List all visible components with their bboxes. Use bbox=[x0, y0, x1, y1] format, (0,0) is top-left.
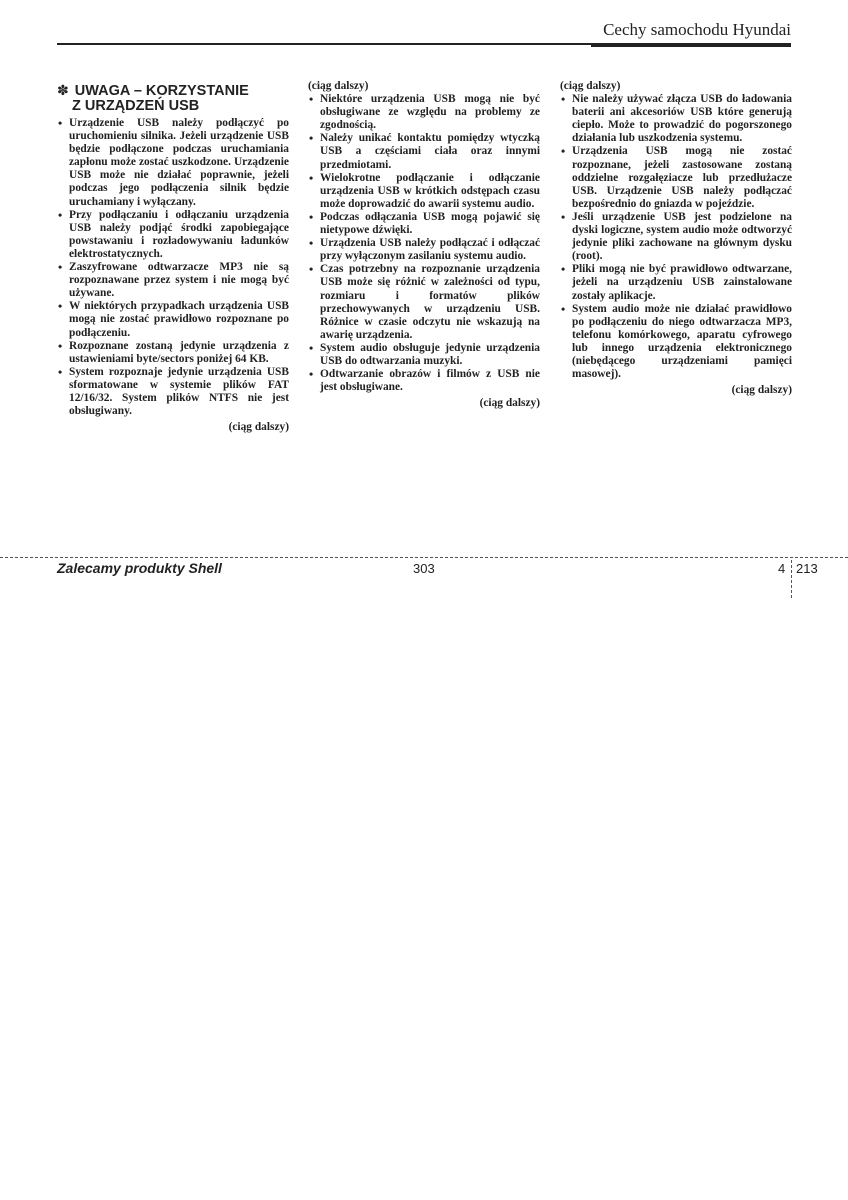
bullet-list bbox=[560, 93, 792, 381]
bullet-list bbox=[57, 117, 289, 418]
column-2 bbox=[308, 80, 540, 410]
page-header-title: Cechy samochodu Hyundai bbox=[603, 20, 791, 39]
continued-label: (ciąg dalszy) bbox=[560, 80, 621, 92]
continued-label: (ciąg dalszy) bbox=[228, 421, 289, 434]
footer-promo-text: Zalecamy produkty Shell bbox=[57, 560, 222, 576]
list-item: • Rozpoznane zostaną jedynie urządzenia z ustawieniami byte/sectors poniżej 64 KB. bbox=[57, 340, 289, 366]
continued-label: (ciąg dalszy) bbox=[308, 80, 369, 92]
footer-vertical-divider bbox=[791, 560, 792, 598]
list-item: • Nie należy używać złącza USB do ładowania baterii ani akcesoriów USB które generują ciepło. Może to prowadzić do pogorszonego działania lub uszkodzenia systemu. bbox=[560, 93, 792, 145]
continued-label: (ciąg dalszy) bbox=[479, 397, 540, 410]
list-item: • W niektórych przypadkach urządzenia USB mogą nie zostać prawidłowo rozpoznane po podłączeniu. bbox=[57, 300, 289, 339]
list-item: • Niektóre urządzenia USB mogą nie być obsługiwane ze względu na problemy ze zgodnością. bbox=[308, 93, 540, 132]
list-item: • Odtwarzanie obrazów i filmów z USB nie jest obsługiwane. bbox=[308, 368, 540, 394]
list-item: • System audio obsługuje jedynie urządzenia USB do odtwarzania muzyki. bbox=[308, 342, 540, 368]
footer-page-number: 213 bbox=[796, 561, 818, 576]
list-item: • Przy podłączaniu i odłączaniu urządzenia USB należy podjąć środki zapobiegające powstawaniu i rozładowywaniu ładunków elektrostatycznych. bbox=[57, 209, 289, 261]
footer-sheet-number: 303 bbox=[413, 561, 435, 576]
list-item: • Podczas odłączania USB mogą pojawić się nietypowe dźwięki. bbox=[308, 211, 540, 237]
footer-divider bbox=[0, 557, 848, 558]
list-item: • Czas potrzebny na rozpoznanie urządzenia USB może się różnić w zależności od typu, rozmiaru i formatów plików przechowywanych w urządzeniu USB. Różnice w czasie odczytu nie wskazują na awarię urządzenia. bbox=[308, 263, 540, 342]
list-item: • Urządzenia USB mogą nie zostać rozpoznane, jeżeli zastosowane zostaną oddzielne rozgałęziacze lub przedłużacze USB. Urządzenie USB należy podłączać bezpośrednio do gniazda w pojeździe. bbox=[560, 145, 792, 210]
list-item: • System audio może nie działać prawidłowo po podłączeniu do niego odtwarzacza MP3, telefonu komórkowego, aparatu cyfrowego lub innego urządzenia elektronicznego (niebędącego urządzeniami pamięci masowej). bbox=[560, 303, 792, 382]
list-item: • Jeśli urządzenie USB jest podzielone na dyski logiczne, system audio może odtworzyć jedynie pliki zachowane na głównym dysku (root). bbox=[560, 211, 792, 263]
column-1 bbox=[57, 80, 289, 434]
note-symbol-icon: ✽ bbox=[57, 82, 69, 98]
section-heading-line2: Z URZĄDZEŃ USB bbox=[72, 98, 200, 114]
section-heading bbox=[57, 83, 289, 114]
section-heading-line1: UWAGA – KORZYSTANIE bbox=[74, 83, 249, 99]
list-item: • Należy unikać kontaktu pomiędzy wtyczką USB a częściami ciała oraz innymi przedmiotami. bbox=[308, 132, 540, 171]
list-item: • Pliki mogą nie być prawidłowo odtwarzane, jeżeli na urządzeniu USB zainstalowane zostały aplikacje. bbox=[560, 263, 792, 302]
list-item: • System rozpoznaje jedynie urządzenia USB sformatowane w systemie plików FAT 12/16/32. System plików NTFS nie jest obsługiwany. bbox=[57, 366, 289, 418]
continued-label: (ciąg dalszy) bbox=[731, 384, 792, 397]
list-item: • Zaszyfrowane odtwarzacze MP3 nie są rozpoznawane przez system i nie mogą być używane. bbox=[57, 261, 289, 300]
header-rule-accent bbox=[591, 43, 791, 47]
list-item: • Urządzenia USB należy podłączać i odłączać przy wyłączonym zasilaniu systemu audio. bbox=[308, 237, 540, 263]
list-item: • Wielokrotne podłączanie i odłączanie urządzenia USB w krótkich odstępach czasu może doprowadzić do awarii systemu audio. bbox=[308, 172, 540, 211]
list-item: • Urządzenie USB należy podłączyć po uruchomieniu silnika. Jeżeli urządzenie USB będzie podłączone podczas uruchamiania zapłonu może zostać uszkodzone. Urządzenie USB może nie działać poprawnie, jeżeli podczas jego podłączenia silnik będzie uruchamiany i wyłączany. bbox=[57, 117, 289, 209]
bullet-list bbox=[308, 93, 540, 394]
footer-chapter-number: 4 bbox=[778, 561, 786, 576]
column-3 bbox=[560, 80, 792, 397]
